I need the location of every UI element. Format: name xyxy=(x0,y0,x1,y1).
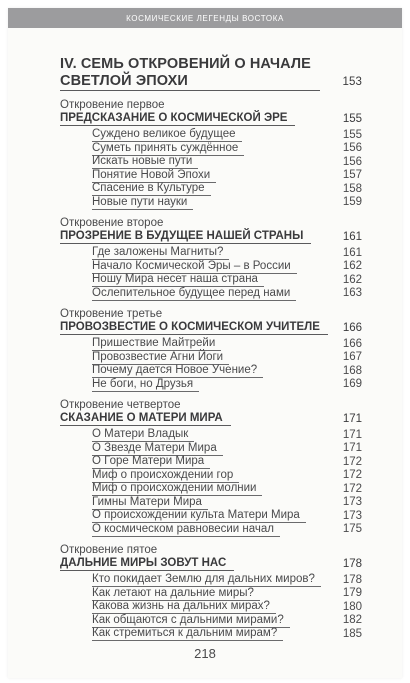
revelation-section xyxy=(60,308,362,391)
toc-entry xyxy=(60,287,362,301)
toc-entry xyxy=(60,573,362,587)
entry-title: Суждено великое будущее xyxy=(92,128,242,142)
entry-page-number: 159 xyxy=(342,196,362,208)
toc-entry xyxy=(60,482,362,496)
toc-entry xyxy=(60,351,362,365)
revelation-title-row xyxy=(60,412,362,426)
revelation-heading: Откровение второе xyxy=(60,217,164,229)
toc-entry xyxy=(60,523,362,537)
revelation-heading: Откровение пятое xyxy=(60,544,158,556)
entry-title: Провозвестие Агни Йоги xyxy=(92,351,229,365)
revelation-section xyxy=(60,217,362,300)
toc-entry xyxy=(60,337,362,351)
entry-page-number: 155 xyxy=(342,128,362,141)
entry-title: Спасение в Культуре xyxy=(92,182,211,196)
revelation-section xyxy=(60,544,362,641)
entry-page-number: 172 xyxy=(342,469,362,481)
toc-entry xyxy=(60,600,362,614)
toc-entry xyxy=(60,378,362,392)
entry-page-number: 171 xyxy=(342,428,362,441)
revelation-page-number: 178 xyxy=(342,558,362,570)
entry-page-number: 172 xyxy=(342,482,362,495)
toc-entry xyxy=(60,627,362,641)
revelation-title-row xyxy=(60,230,362,244)
part-heading xyxy=(60,56,362,91)
toc-entry xyxy=(60,442,362,456)
entry-title: Почему дается Новое Учение? xyxy=(92,364,263,378)
entry-page-number: 179 xyxy=(342,587,362,599)
revelation-title-row xyxy=(60,557,362,571)
entry-title: Миф о происхождении молнии xyxy=(92,482,262,496)
entry-title: Как стремиться к дальним мирам? xyxy=(92,627,283,641)
entry-page-number: 185 xyxy=(342,627,362,640)
entry-page-number: 156 xyxy=(342,142,362,154)
entry-list xyxy=(60,428,362,536)
entry-list xyxy=(60,246,362,300)
toc-entry xyxy=(60,364,362,378)
entry-title: О Звезде Матери Мира xyxy=(92,442,223,456)
entry-title: Ослепительное будущее перед нами xyxy=(92,287,296,301)
entry-page-number: 157 xyxy=(342,169,362,181)
revelation-page-number: 161 xyxy=(342,231,362,243)
entry-title: Как общаются с дальними мирами? xyxy=(92,614,290,628)
part-page-number: 153 xyxy=(342,76,362,88)
toc-entry xyxy=(60,614,362,628)
entry-page-number: 172 xyxy=(342,455,362,468)
toc-entry xyxy=(60,496,362,510)
toc-entry xyxy=(60,128,362,142)
revelation-title-row xyxy=(60,112,362,126)
revelation-section xyxy=(60,99,362,209)
entry-title: Не боги, но Друзья xyxy=(92,378,199,392)
part-title-line1: IV. СЕМЬ ОТКРОВЕНИЙ О НАЧАЛЕ xyxy=(60,56,311,72)
toc-entry xyxy=(60,155,362,169)
toc-entry xyxy=(60,260,362,274)
entry-page-number: 163 xyxy=(342,287,362,299)
entry-title: Где заложены Магниты? xyxy=(92,246,229,260)
entry-title: О космическом равновесии начал xyxy=(92,523,280,537)
revelation-title: ПРОЗРЕНИЕ В БУДУЩЕЕ НАШЕЙ СТРАНЫ xyxy=(60,230,311,244)
entry-title: Как летают на дальние миры? xyxy=(92,587,260,601)
entry-page-number: 168 xyxy=(342,364,362,377)
entry-title: Новые пути науки xyxy=(92,196,193,210)
entry-title: Миф о происхождении гор xyxy=(92,469,239,483)
entry-title: Пришествие Майтрейи xyxy=(92,337,221,351)
entry-list xyxy=(60,337,362,391)
revelation-title: ПРЕДСКАЗАНИЕ О КОСМИЧЕСКОЙ ЭРЕ xyxy=(60,112,295,126)
running-head: КОСМИЧЕСКИЕ ЛЕГЕНДЫ ВОСТОКА xyxy=(126,14,284,23)
entry-title: О Горе Матери Мира xyxy=(92,455,210,469)
toc-entry xyxy=(60,196,362,210)
entry-title: О происхождении культа Матери Мира xyxy=(92,509,306,523)
revelation-title: СКАЗАНИЕ О МАТЕРИ МИРА xyxy=(60,412,231,426)
entry-page-number: 173 xyxy=(342,509,362,522)
toc-entry xyxy=(60,587,362,601)
entry-page-number: 156 xyxy=(342,155,362,168)
entry-page-number: 169 xyxy=(342,378,362,390)
revelation-section xyxy=(60,399,362,536)
entry-page-number: 175 xyxy=(342,523,362,535)
revelation-page-number: 155 xyxy=(342,113,362,125)
entry-page-number: 162 xyxy=(342,260,362,272)
entry-page-number: 173 xyxy=(342,496,362,508)
entry-page-number: 161 xyxy=(342,246,362,259)
entry-title: Начало Космической Эры – в России xyxy=(92,260,297,274)
entry-title: Искать новые пути xyxy=(92,155,198,169)
entry-page-number: 158 xyxy=(342,182,362,195)
entry-title: Какова жизнь на дальних мирах? xyxy=(92,600,276,614)
toc-entry xyxy=(60,142,362,156)
entry-title: Понятие Новой Эпохи xyxy=(92,169,216,183)
entry-page-number: 182 xyxy=(342,614,362,626)
entry-title: Ношу Мира несет наша страна xyxy=(92,273,264,287)
toc-entry xyxy=(60,273,362,287)
entry-page-number: 162 xyxy=(342,273,362,286)
entry-title: О Матери Владык xyxy=(92,428,194,442)
entry-page-number: 166 xyxy=(342,337,362,350)
toc-entry xyxy=(60,169,362,183)
entry-page-number: 178 xyxy=(342,573,362,586)
entry-page-number: 180 xyxy=(342,600,362,613)
book-page xyxy=(8,8,402,678)
toc-entry xyxy=(60,455,362,469)
entry-list xyxy=(60,128,362,209)
revelation-title: ДАЛЬНИЕ МИРЫ ЗОВУТ НАС xyxy=(60,557,234,571)
revelation-heading: Откровение первое xyxy=(60,99,165,111)
revelation-heading: Откровение третье xyxy=(60,308,163,320)
toc-entry xyxy=(60,182,362,196)
entry-title: Гимны Матери Мира xyxy=(92,496,208,510)
toc-entry xyxy=(60,469,362,483)
revelation-page-number: 171 xyxy=(342,413,362,425)
toc-entry xyxy=(60,509,362,523)
revelation-title: ПРОВОЗВЕСТИЕ О КОСМИЧЕСКОМ УЧИТЕЛЕ xyxy=(60,321,328,335)
table-of-contents xyxy=(60,56,362,641)
revelation-list xyxy=(60,99,362,641)
revelation-title-row xyxy=(60,321,362,335)
toc-entry xyxy=(60,246,362,260)
entry-title: Суметь принять суждённое xyxy=(92,142,244,156)
revelation-page-number: 166 xyxy=(342,322,362,334)
toc-entry xyxy=(60,428,362,442)
revelation-heading: Откровение четвертое xyxy=(60,399,181,411)
page-number: 218 xyxy=(194,646,216,661)
part-title-line2: СВЕТЛОЙ ЭПОХИ xyxy=(60,73,320,91)
entry-title: Кто покидает Землю для дальних миров? xyxy=(92,573,321,587)
entry-list xyxy=(60,573,362,641)
entry-page-number: 167 xyxy=(342,351,362,363)
entry-page-number: 171 xyxy=(342,442,362,454)
